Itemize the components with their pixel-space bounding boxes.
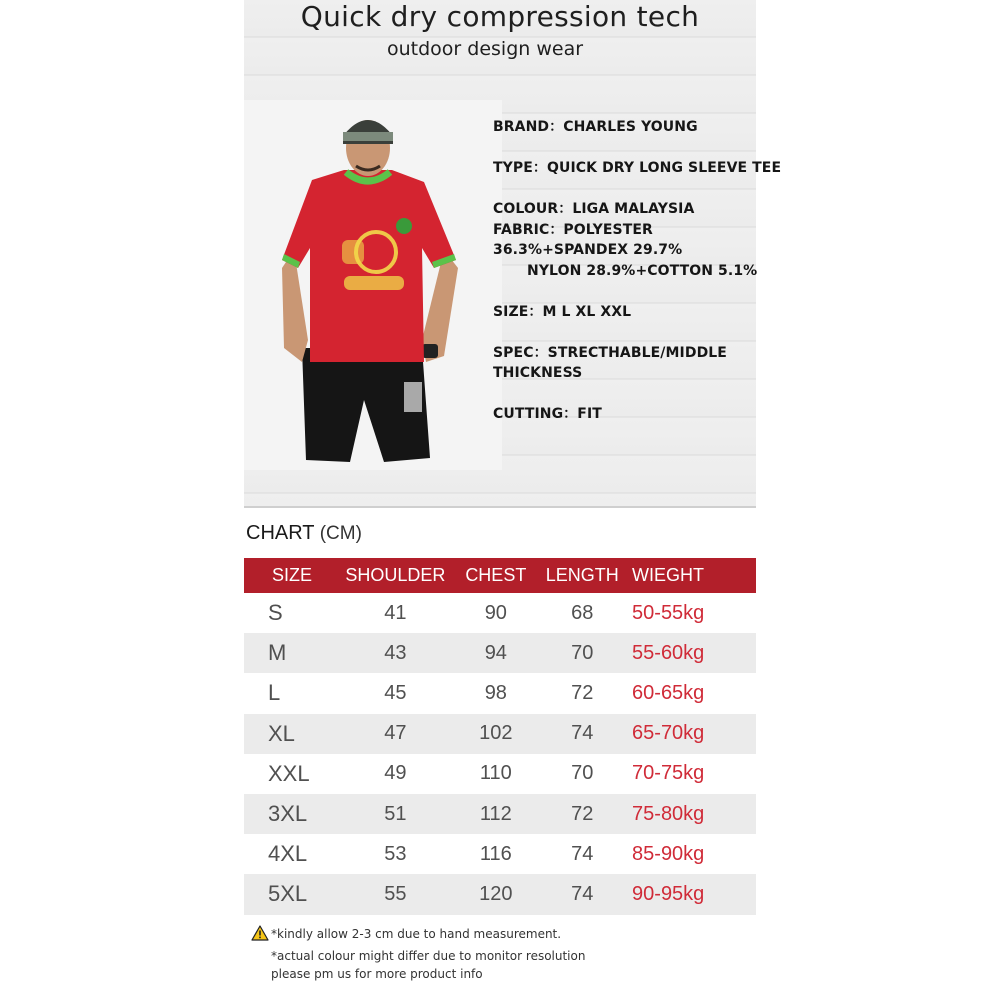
column-header-shoulder: SHOULDER	[342, 558, 449, 593]
table-row	[244, 754, 756, 794]
cell-length: 74	[543, 714, 622, 754]
page-title: Quick dry compression tech	[300, 0, 700, 33]
spec-fabric-cont: 36.3%+SPANDEX 29.7%	[493, 242, 683, 258]
size-chart-unit: (CM)	[319, 523, 362, 544]
cell-length: 74	[571, 842, 594, 865]
cell-size: XXL	[268, 760, 310, 786]
spec-fabric: FABRIC：POLYESTER	[493, 221, 653, 238]
spec-spec: SPEC：STRECTHABLE/MIDDLE	[493, 344, 727, 361]
column-header-size: SIZE	[244, 558, 342, 593]
cell-length: 70	[571, 762, 594, 785]
spec-brand: BRAND：CHARLES YOUNG	[493, 119, 698, 135]
model-photo	[244, 100, 502, 470]
table-row	[244, 794, 756, 834]
spec-list	[493, 117, 782, 425]
spec-spec-cont: THICKNESS	[493, 365, 583, 381]
cell-weight: 50-55kg	[632, 601, 705, 624]
cell-shoulder: 45	[384, 681, 407, 704]
cell-length: 74	[543, 874, 622, 914]
product-banner	[244, 0, 782, 508]
cell-chest: 110	[479, 762, 512, 785]
cell-weight: 65-70kg	[622, 714, 756, 754]
note-contact: please pm us for more product info	[271, 967, 483, 982]
spec-fabric-cont2: NYLON 28.9%+COTTON 5.1%	[527, 262, 758, 279]
note-hand-measurement: *kindly allow 2-3 cm due to hand measurement.	[271, 927, 562, 941]
cell-chest: 112	[449, 794, 542, 834]
cell-size: S	[268, 600, 283, 626]
size-chart-table	[244, 558, 756, 915]
column-header-weight: WIEGHT	[622, 558, 756, 593]
note-colour: *actual colour might differ due to monitor resolution	[271, 948, 586, 963]
cell-length: 70	[543, 633, 622, 673]
cell-weight: 85-90kg	[632, 842, 705, 865]
cell-shoulder: 51	[342, 794, 449, 834]
cell-chest: 90	[484, 601, 507, 624]
cell-weight: 55-60kg	[622, 633, 756, 673]
table-row	[244, 834, 756, 874]
cell-shoulder: 41	[384, 601, 407, 624]
table-header-row	[244, 558, 756, 593]
cell-size: 3XL	[244, 794, 342, 834]
cell-size: M	[244, 633, 342, 673]
column-header-chest: CHEST	[449, 558, 542, 593]
size-chart-label: CHART	[246, 522, 315, 544]
spec-size: SIZE：M L XL XXL	[493, 303, 632, 320]
cell-shoulder: 43	[342, 633, 449, 673]
cell-size: XL	[244, 714, 342, 754]
table-row	[244, 633, 756, 673]
table-row	[244, 673, 756, 713]
cell-chest: 98	[484, 681, 507, 704]
cell-weight: 75-80kg	[622, 794, 756, 834]
size-chart-title	[246, 522, 362, 545]
cell-shoulder: 53	[384, 842, 407, 865]
table-row	[244, 593, 756, 633]
page-subtitle: outdoor design wear	[387, 38, 584, 60]
column-header-length: LENGTH	[543, 558, 622, 593]
spec-cutting: CUTTING：FIT	[493, 406, 602, 422]
cell-weight: 60-65kg	[632, 681, 705, 704]
cell-chest: 94	[449, 633, 542, 673]
spec-type: TYPE：QUICK DRY LONG SLEEVE TEE	[493, 160, 782, 176]
cell-shoulder: 47	[342, 714, 449, 754]
cell-chest: 116	[479, 842, 512, 865]
table-row	[244, 714, 756, 754]
cell-length: 68	[571, 601, 594, 624]
cell-shoulder: 55	[342, 874, 449, 914]
cell-chest: 120	[449, 874, 542, 914]
cell-length: 72	[543, 794, 622, 834]
cell-length: 72	[571, 681, 594, 704]
cell-shoulder: 49	[384, 762, 407, 785]
cell-size: L	[268, 680, 281, 706]
table-row	[244, 874, 756, 914]
cell-size: 5XL	[244, 874, 342, 914]
cell-size: 4XL	[268, 841, 308, 867]
cell-chest: 102	[449, 714, 542, 754]
spec-colour: COLOUR：LIGA MALAYSIA	[493, 201, 695, 217]
notes	[251, 925, 585, 984]
warning-icon	[251, 925, 271, 947]
cell-weight: 90-95kg	[622, 874, 756, 914]
cell-weight: 70-75kg	[632, 762, 705, 785]
